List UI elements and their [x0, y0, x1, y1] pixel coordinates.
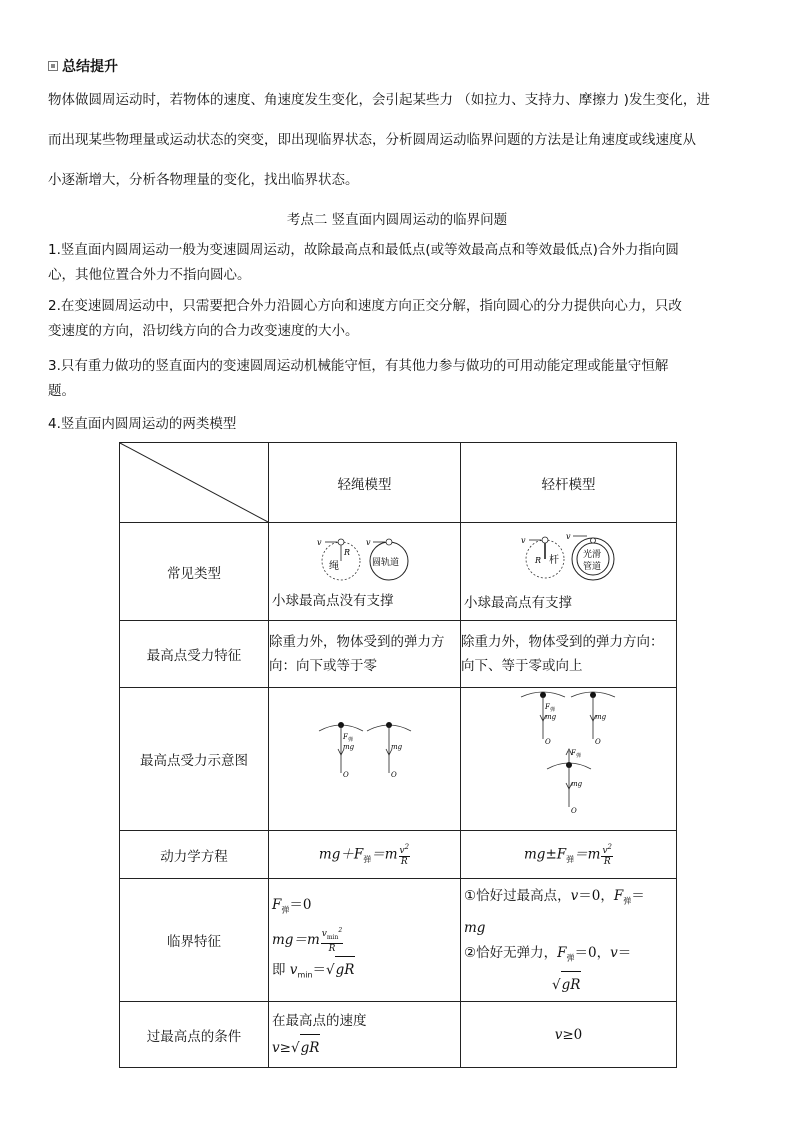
rod-eq-sub: 弹: [566, 855, 575, 865]
rope-crit-v-eq: ＝: [312, 961, 327, 978]
tube-label-1: 光滑: [583, 549, 602, 560]
rope-crit-num: v: [321, 928, 327, 939]
rod-dynamics-eq: [461, 831, 677, 879]
rod-fd-mg3: mg: [571, 779, 583, 788]
rope-eq-den: R: [400, 857, 408, 867]
rope-fd-O2: O: [391, 770, 397, 779]
rope-pass-line1: 在最高点的速度: [272, 1013, 367, 1030]
rope-crit-den: R: [328, 943, 336, 954]
row-force-diagram: [120, 688, 677, 831]
rope-eq-lhs: mg＋F: [318, 846, 364, 863]
rope-crit-line3: [272, 956, 457, 989]
rod-crit-l1-F: F: [613, 888, 624, 904]
summary-line-1: 物体做圆周运动时，若物体的速度、角速度发生变化，会引起某些力 （如拉力、支持力、摩擦力 )发生变化，进: [48, 92, 710, 108]
label-critical: 临界特征: [120, 879, 269, 1002]
rod-crit-l3-eq0: ＝0，: [574, 944, 611, 961]
rope-critical: [269, 879, 461, 1002]
rod-fd-mg1: mg: [545, 712, 557, 721]
label-force-feature: 最高点受力特征: [120, 621, 269, 688]
rope-fd-mg1: mg: [343, 742, 355, 751]
rope-pass-v: v: [272, 1040, 280, 1057]
square-bullet-icon: [48, 61, 58, 71]
rope-crit-F-sub: 弹: [281, 905, 290, 915]
header-rope-model: 轻绳模型: [269, 443, 461, 523]
rope-crit-line1: [272, 892, 457, 924]
rope-crit-frac: [321, 926, 343, 954]
section-title: 考点二 竖直面内圆周运动的临界问题: [286, 212, 508, 228]
rod-critical: [461, 879, 677, 1002]
rod-fd-F3: F: [571, 748, 576, 757]
rod-fd-O2: O: [595, 737, 601, 746]
summary-line-3: 小逐渐增大，分析各物理量的变化，找出临界状态。: [48, 172, 359, 188]
rope-fd-O1: O: [343, 770, 349, 779]
sqrt-icon: √ gR: [552, 971, 581, 998]
rope-v-label: v: [317, 537, 322, 547]
rope-R-label: R: [344, 547, 351, 557]
rod-fd-O3: O: [571, 806, 577, 815]
rod-crit-l3-v: v: [610, 944, 618, 961]
rope-pass-line2: [272, 1034, 457, 1061]
rod-eq-sup: 2: [607, 843, 612, 851]
item-3-line-1: 3.只有重力做功的竖直面内的变速圆周运动机械能守恒，有其他力参与做功的可用动能定理或能量守恒解: [48, 358, 669, 374]
rod-crit-l1-sub: 弹: [623, 896, 632, 906]
rope-pass-rad: gR: [300, 1034, 321, 1061]
rod-label: 杆: [549, 554, 559, 566]
label-dynamics: 动力学方程: [120, 831, 269, 879]
rope-eq-eq: ＝m: [371, 846, 398, 863]
tube-label-2: 管道: [583, 561, 602, 572]
rod-tube-diagram: [461, 527, 676, 587]
cell-rope-force-diagram: [269, 688, 461, 831]
rod-crit-l3-eq: ＝: [617, 944, 632, 961]
rod-fd-mg2: mg: [595, 712, 607, 721]
rope-fd-F-sub: 弹: [348, 736, 354, 743]
rope-dynamics-eq: [269, 831, 461, 879]
rope-force-diagram: [269, 689, 460, 830]
rope-track-diagram: [269, 529, 460, 589]
rope-eq-num: v: [399, 846, 405, 856]
rod-fd-O1: O: [545, 737, 551, 746]
rod-force-feature: 除重力外，物体受到的弹力方向：向下、等于零或向上: [461, 621, 677, 688]
rope-common-caption: 小球最高点没有支撑: [272, 592, 394, 609]
item-1-line-1: 1.竖直面内圆周运动一般为变速圆周运动，故除最高点和最低点(或等效最高点和等效最低点)合外力指向圆: [48, 242, 679, 258]
rod-pass-condition: [461, 1002, 677, 1068]
row-critical: [120, 879, 677, 1002]
rod-v-label: v: [521, 535, 526, 545]
rope-crit-v-sub: min: [297, 970, 313, 980]
rope-pass-ge: ≥: [279, 1040, 291, 1057]
summary-heading: [48, 56, 118, 76]
rod-fd-F1-sub: 弹: [550, 706, 556, 713]
item-2-line-1: 2.在变速圆周运动中，只需要把合外力沿圆心方向和速度方向正交分解，指向圆心的分力提供向心力，只改: [48, 298, 682, 314]
table-header-row: [120, 443, 677, 523]
model-comparison-table: [119, 442, 677, 1068]
track-v-label: v: [366, 537, 371, 547]
tube-v-label: v: [566, 531, 571, 541]
item-4-line-1: 4.竖直面内圆周运动的两类模型: [48, 416, 237, 432]
item-3-line-2: 题。: [48, 383, 75, 399]
diagonal-line: [120, 443, 268, 522]
sqrt-icon: √ gR: [291, 1034, 320, 1061]
label-force-diagram: 最高点受力示意图: [120, 688, 269, 831]
rope-crit-v: v: [289, 961, 298, 978]
label-pass-condition: 过最高点的条件: [120, 1002, 269, 1068]
rod-crit-rad: gR: [561, 971, 582, 998]
rope-force-feature: 除重力外，物体受到的弹力方向：向下或等于零: [269, 621, 461, 688]
sqrt-icon: √ gR: [326, 956, 355, 983]
cell-rope-common: [269, 523, 461, 621]
rod-force-diagram: [461, 689, 676, 830]
diagonal-header-cell: [120, 443, 269, 523]
rod-eq-lhs: mg±F: [524, 846, 567, 863]
rope-crit-line2: [272, 924, 457, 956]
rod-crit-line1: [464, 882, 673, 916]
rod-crit-line2: mg: [464, 919, 486, 936]
rod-crit-line3: [464, 940, 673, 972]
cell-rod-common: [461, 523, 677, 621]
item-1-line-2: 心，其他位置合外力不指向圆心。: [48, 267, 251, 283]
rod-eq-num: v: [602, 846, 608, 856]
rod-fd-F1: F: [545, 702, 550, 711]
row-pass-condition: [120, 1002, 677, 1068]
rod-crit-l3-F: F: [557, 944, 567, 961]
rod-crit-line4: [464, 971, 673, 998]
rod-crit-l1-eq: ＝: [631, 888, 645, 904]
rope-crit-eq0: ＝0: [289, 897, 312, 913]
rod-eq-eq: ＝m: [574, 846, 601, 863]
rod-common-caption: 小球最高点有支撑: [464, 594, 572, 611]
rod-R-label: R: [535, 555, 542, 565]
rope-label: 绳: [329, 560, 339, 572]
rod-crit-l1-pre: ①恰好过最高点，: [464, 888, 571, 904]
rope-eq-sup: 2: [404, 843, 410, 851]
rope-eq-sub: 弹: [363, 855, 372, 865]
summary-heading-text: 总结提升: [62, 59, 118, 75]
rod-fd-F3-sub: 弹: [576, 752, 582, 759]
rod-eq-den: R: [603, 857, 611, 867]
rod-eq-frac: [601, 842, 613, 867]
track-label: 圆轨道: [372, 557, 400, 568]
summary-line-2: 而出现某些物理量或运动状态的突变，即出现临界状态，分析圆周运动临界问题的方法是让角速度或线速度从: [48, 132, 696, 148]
rope-crit-num-sub: min: [326, 933, 339, 941]
rod-pass-v: v: [554, 1026, 563, 1043]
label-common-types: 常见类型: [120, 523, 269, 621]
header-rod-model: 轻杆模型: [461, 443, 677, 523]
cell-rod-force-diagram: [461, 688, 677, 831]
rope-crit-rad: gR: [335, 956, 356, 983]
rod-crit-l1-eq0: ＝0，: [578, 888, 614, 904]
rod-crit-l3-pre: ②恰好无弹力，: [464, 944, 558, 961]
row-dynamics: [120, 831, 677, 879]
rope-crit-mg: mg＝m: [272, 931, 320, 948]
rod-crit-l1-v: v: [570, 888, 579, 904]
row-common-types: [120, 523, 677, 621]
rod-crit-l3-sub: 弹: [566, 953, 575, 963]
rope-fd-mg2: mg: [391, 742, 403, 751]
rope-pass-condition: [269, 1002, 461, 1068]
rope-fd-F-label: F: [343, 732, 348, 741]
item-2-line-2: 变速度的方向，沿切线方向的合力改变速度的大小。: [48, 323, 359, 339]
rod-pass-rest: ≥0: [562, 1026, 583, 1043]
rope-crit-num-sup: 2: [338, 926, 343, 934]
rope-crit-ji: 即: [272, 961, 290, 978]
rope-eq-frac: [399, 842, 411, 867]
rope-crit-F: F: [272, 897, 282, 913]
row-force-feature: [120, 621, 677, 688]
